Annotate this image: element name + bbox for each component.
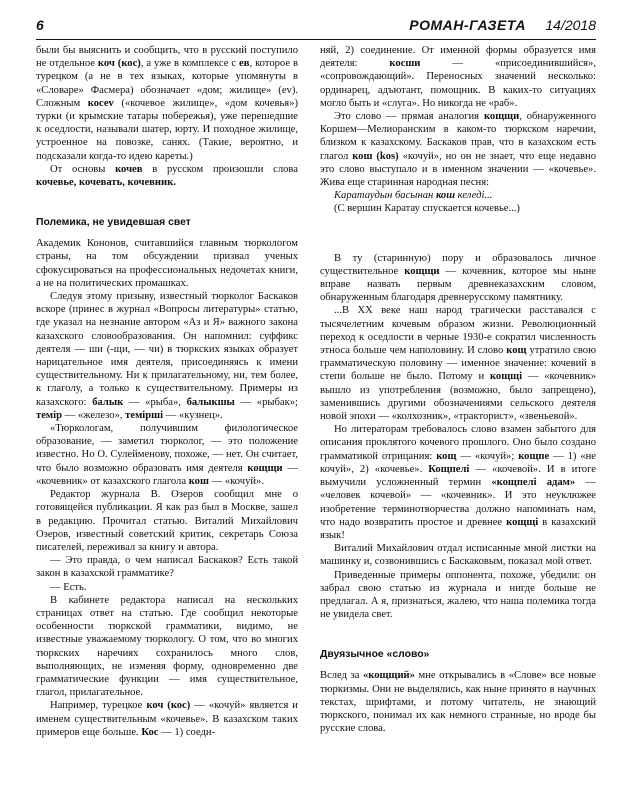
paragraph <box>320 423 596 542</box>
text-run: — «кузнец». <box>163 409 223 421</box>
text-run: Например, турецкое <box>50 700 147 712</box>
bold-term: кощщи <box>247 462 283 474</box>
text-run: — «кочевой». И в итоге вымучили усложненный термин <box>320 463 596 489</box>
bold-term: кочев <box>115 163 143 175</box>
bold-term: ев <box>239 58 250 70</box>
text-run: — «присоединившийся», «сопровождающий». Переносных значений несколько: ординарец, адъютант, помощник. В каких-то ситуациях могло быть и «слуга». Но никогда не «раб». <box>320 58 596 109</box>
paragraph <box>36 163 298 189</box>
text-run: — «человек кочевой» — «кочевник». И это неуклюжее изобретение терминотворчества должно напоминать нам, что надо возвратить простое и древнее <box>320 477 596 528</box>
bold-term: кощпе <box>518 450 550 462</box>
paragraph <box>320 110 596 189</box>
text-run: — «кочуй»; <box>456 450 519 462</box>
text-run: — «кочуй» является и именем существительным «кочевье». В казахском таких примеров еще больше. <box>36 700 298 738</box>
text-run: В ту (старинную) пору и образовалось личное существительное <box>320 252 596 277</box>
bold-term: Кос <box>141 726 159 738</box>
bold-term: балык <box>92 396 124 408</box>
bold-term: кош <box>435 190 456 202</box>
paragraph: Академик Кононов, считавшийся главным тюркологом страны, на том обсуждении призвал ученых сфокусироваться на профессиональных недочетах книги, а не на политических промашках. <box>36 238 298 289</box>
page-number: 6 <box>36 17 44 33</box>
issue-number: 14/2018 <box>545 17 596 33</box>
paragraph <box>36 44 298 163</box>
text-run: — «кочевник» вышло из употребления (возможно, было запрещено), заменившись другими обозначениями сельского деятеля новой эпохи — «колхозник», «тракторист», «звеньевой». <box>320 371 596 423</box>
verse-translation: (С вершин Каратау спускается кочевье...) <box>334 203 520 215</box>
journal-title: РОМАН-ГАЗЕТА <box>409 17 526 33</box>
verse-line <box>320 189 596 202</box>
page-header <box>36 17 596 40</box>
bold-term: коч (кос) <box>97 58 141 70</box>
paragraph: — Есть. <box>50 581 87 593</box>
left-column <box>36 44 298 739</box>
text-run: — 1) «не кочуй», 2) «кочевье». <box>320 450 596 475</box>
text-run: — кочевник, которое мы ныне вправе назвать первым древнеказахским словом, обнаруженным благодаря древнерусскому памятнику. <box>320 265 596 304</box>
bold-term: балыкшы <box>186 396 235 408</box>
paragraph: Приведенные примеры оппонента, похоже, убедили: он забрал свою статью из журнала и нигде больше не предлагал. А я, признаться, жалею, что наша полемика тогда не увидела свет. <box>320 569 596 621</box>
bold-term: косши <box>389 58 421 70</box>
text-run: От основы <box>50 163 116 175</box>
bold-term: коч (кос) <box>146 700 191 712</box>
paragraph <box>36 699 298 739</box>
text-run: — «рыба», <box>123 396 187 408</box>
text-run: , а уже в комплексе с <box>140 58 240 70</box>
text-run: — «рыбак»; <box>234 396 298 408</box>
paragraph: Виталий Михайлович отдал исписанные мной листки на машинку и, созвонившись с Баскаковым, показал мой ответ. <box>320 543 596 568</box>
text-run: были бы выяснить и сообщить, что в русский поступило не отдельное <box>36 45 298 70</box>
text-run: в казахский язык! <box>320 516 596 541</box>
bold-term: кощщi <box>489 371 523 383</box>
italic-text: Каратаудын басынан <box>334 190 436 202</box>
text-run: Это слово — прямая аналогия <box>334 111 484 123</box>
text-run: , обнаруженного Коршем—Мелиоранским в каком-то тюркском наречии, близком к казахскому. Баскаков прав, что в казахском есть глагол <box>320 111 596 162</box>
italic-text: келеді... <box>455 190 493 202</box>
section-heading: Полемика, не увидевшая свет <box>36 217 191 229</box>
text-run: «кочуй», но он не знает, что еще недавно это слово выступало и в именном значении — «кочевье». Жива еще старинная народная песня: <box>320 150 596 189</box>
bold-term: кощщi <box>506 516 539 528</box>
paragraph: Редактор журнала В. Озеров сообщил мне о готовящейся публикации. Я как раз был в Москве, зашел в редакцию. Прочитал статью. Виталий Михайлович Озеров, известный советский критик, секретарь Союза писателей, переживал за книгу и автора. <box>36 489 298 553</box>
text-run: Вслед за <box>320 670 363 682</box>
text-run: — «железо», <box>61 409 126 421</box>
bold-term: кощщи <box>483 111 520 123</box>
text-run: мне открывались в «Слове» все новые тюркизмы. Они не выделялись, как ныне принято в научных текстах, шрифтами, и потому читатель, не знающий тюркского, понимал их как немного странные, но вроде бы русские слова. <box>320 670 596 735</box>
bold-term: темiр <box>36 409 62 421</box>
text-run: утратило свою грамматическую половину — именное значение: кочевий в степи больше не было. Потому и <box>320 345 596 383</box>
text-run: — «кочевник» от казахского глагола <box>36 462 298 487</box>
bold-term: Кощпелi <box>428 463 470 475</box>
bold-term: кош <box>188 475 209 487</box>
right-column <box>320 44 596 735</box>
bold-term: «кощщий» <box>363 670 415 682</box>
bold-term: «кощпелi адам» <box>491 477 576 489</box>
paragraph <box>320 669 596 735</box>
text-run: ...В XX веке наш народ трагически расставался с тысячелетним кочевым образом жизни. Революционный переход к оседлости в черные 1930-е сократил численность этноса больше чем наполовину. И слово <box>320 305 596 357</box>
text-run: — «кочуй». <box>208 475 264 487</box>
text-run: («кочевое жилище», «дом кочевья») турки (и крымские татары побережья), уже перешедшие к оседлости, называли шатер, юрту. И походное жилище, устроенное на повозке, санях. (Такие, вероятно, и подсказали когда-то идею кареты.) <box>36 97 298 162</box>
paragraph <box>36 422 298 488</box>
bold-term: кощ <box>436 450 457 462</box>
bold-term: косеv <box>87 97 114 109</box>
bold-term: кочевье, кочевать, кочевник. <box>36 177 176 189</box>
paragraph <box>320 252 596 305</box>
text-run: Но литераторам требовалось слово взамен забытого для описания проклятого кочевого прошлого. Оно было создано грамматикой отрицания: <box>320 424 596 462</box>
text-run: няй, 2) соединение. От именной формы образуется имя деятеля: <box>320 45 596 70</box>
paragraph: — Это правда, о чем написал Баскаков? Есть такой закон в казахской грамматике? <box>36 555 298 580</box>
paragraph: В кабинете редактора написал на нескольких страницах ответ на статью. Где сообщил некоторые особенности тюркской грамматики, видимо, не известные уважаемому тюркологу. О том, что во многих тюркских наречиях сохранилось много слов, выполняющих, не изменяя форму, одновременно две грамматические функции — имя существительное, глагол, прилагательное. <box>36 594 298 699</box>
section-heading: Двуязычное «слово» <box>320 649 430 661</box>
paragraph <box>36 290 298 422</box>
bold-term: кош (kos) <box>352 150 399 162</box>
bold-term: кощ <box>506 345 527 357</box>
text-run: — 1) соеди- <box>158 726 216 738</box>
text-run: , которое в турецком (а не в тех языках, которые упомянуты в «Словаре» Фасмера) обозначает «дом; жилище» (ev). Сложным <box>36 58 298 109</box>
paragraph <box>320 304 596 423</box>
bold-term: темiршi <box>125 409 164 421</box>
paragraph <box>320 44 596 110</box>
bold-term: кощщи <box>404 265 440 277</box>
text-run: «Тюркологам, получившим филологическое образование, — заметил тюрколог, — это положение известно. Но О. Сулейменову, похоже, — нет. Он считает, что было возможно образовать имя деятеля <box>36 423 298 474</box>
text-run: Следуя этому призыву, известный тюрколог Баскаков вскоре (принес в журнал «Вопросы литературы» статью, где указал на незнание автором «Аз и Я» важного закона казахского словообразования. Он напомнил: суффикс деятеля — ши (-щи, — чи) в тюркских языках образует нарицательное имя деятеля, присоединяясь к имени существительному. Ни к прилагательному, ни, тем более, к глаголу, а только к существительному. Примеры из казахского: <box>36 291 298 408</box>
text-run: в русском произошли слова <box>142 163 298 175</box>
